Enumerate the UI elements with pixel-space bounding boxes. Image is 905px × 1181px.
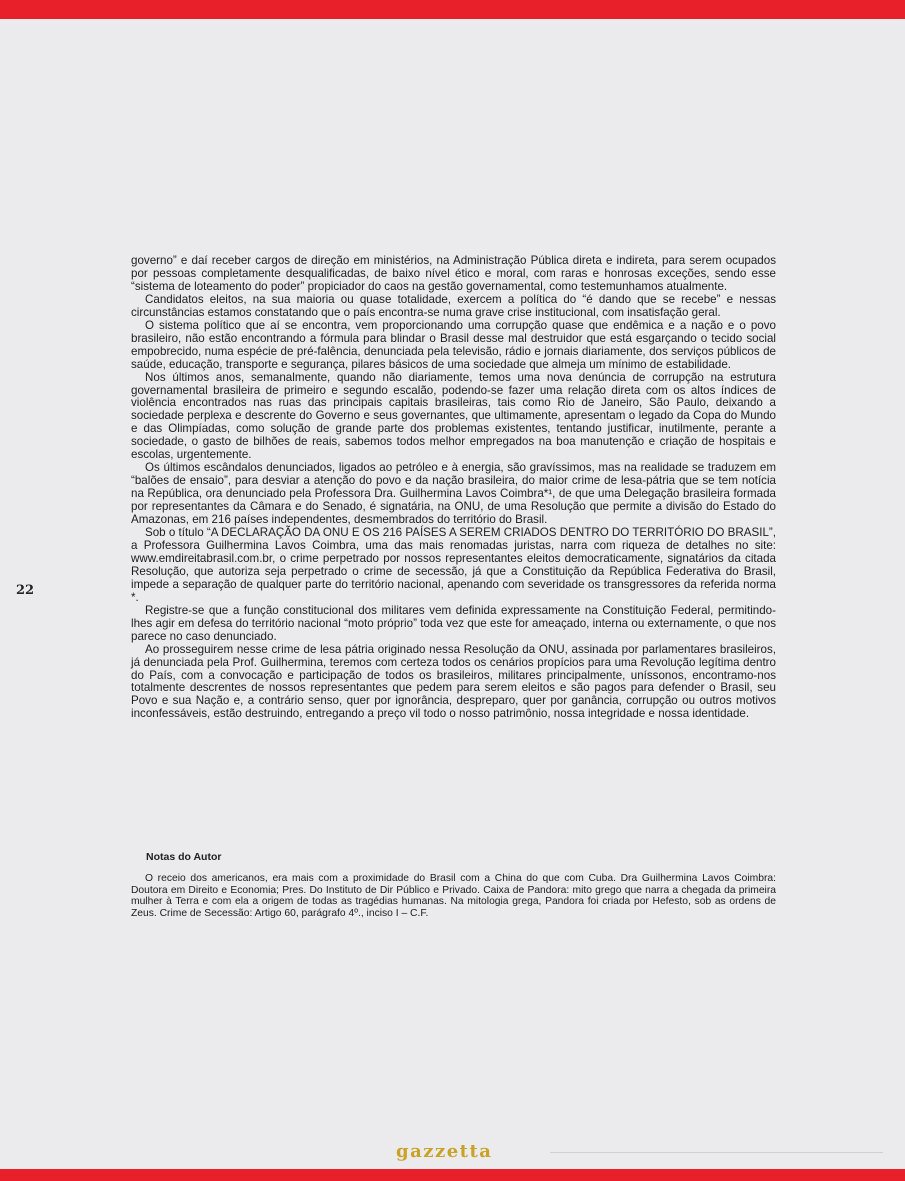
- top-red-bar: [0, 0, 905, 19]
- article-paragraph: Sob o título “A DECLARAÇÃO DA ONU E OS 216 PAÍSES A SEREM CRIADOS DENTRO DO TERRITÓRIO DO BRASIL”, a Professora Guilhermina Lavos Coimbra, uma das mais renomadas juristas, narra com riqueza de detalhes no site: www.emdireitabrasil.com.br, o crime perpetrado por nossos representantes eleitos democraticamente, signatários da citada Resolução, que autoriza seja perpetrado o crime de secessão, já que a Constituição da República Federativa do Brasil, impede a separação de qualquer parte do território nacional, apenando com severidade os transgressores da referida norma *.: [131, 526, 776, 604]
- article-paragraph: O sistema político que aí se encontra, vem proporcionando uma corrupção quase que endêmica e a nação e o povo brasileiro, não estão encontrando a fórmula para blindar o Brasil desse mal destruidor que está esgarçando o tecido social empobrecido, numa espécie de pré-falência, denunciada pela televisão, rádio e jornais diariamente, dos serviços públicos de saúde, educação, transporte e segurança, pilares básicos de uma sociedade que almeja um mínimo de estabilidade.: [131, 318, 776, 371]
- notes-title: Notas do Autor: [146, 851, 222, 863]
- article-paragraph: Nos últimos anos, semanalmente, quando não diariamente, temos uma nova denúncia de corrupção na estrutura governamental brasileira de primeiro e segundo escalão, podendo-se fazer uma relação direta com os altos índices de violência encontrados nas ruas das principais capitais brasileiras, tais como Rio de Janeiro, São Paulo, deixando a sociedade perplexa e descrente do Governo e seus governantes, que ultimamente, apresentam o legado da Copa do Mundo e das Olimpíadas, como solução de grande parte dos problemas existentes, tentando justificar, inutilmente, perante a sociedade, o gasto de bilhões de reais, sabemos todos melhor empregados na boa manutenção e criação de hospitais e escolas, urgentemente.: [131, 370, 776, 462]
- footer-divider: [550, 1152, 883, 1153]
- bottom-red-bar: [0, 1169, 905, 1181]
- notes-body: [131, 873, 776, 919]
- gazzetta-logo: gazzetta: [396, 1141, 493, 1162]
- article-paragraph: governo” e daí receber cargos de direção em ministérios, na Administração Pública direta e indireta, para serem ocupados por pessoas completamente desqualificadas, de baixo nível ético e moral, com raras e honrosas exceções, sendo esse “sistema de loteamento do poder” propiciador do caos na gestão governamental, como testemunhamos atualmente.: [131, 254, 776, 293]
- article-paragraph: Registre-se que a função constitucional dos militares vem definida expressamente na Constituição Federal, permitindo-lhes agir em defesa do território nacional “moto próprio” toda vez que este for ameaçado, interna ou externamente, o que nos parece no caso denunciado.: [131, 603, 776, 643]
- notes-paragraph: O receio dos americanos, era mais com a proximidade do Brasil com a China do que com Cuba. Dra Guilhermina Lavos Coimbra: Doutora em Direito e Economia; Pres. Do Instituto de Dir Público e Privado. Caixa de Pandora: mito grego que narra a chegada da primeira mulher à Terra e com ela a origem de todas as tragédias humanas. Na mitologia grega, Pandora foi criada por Hefesto, sob as ordens de Zeus. Crime de Secessão: Artigo 60, parágrafo 4º., inciso I – C.F.: [131, 873, 776, 919]
- article-paragraph: Candidatos eleitos, na sua maioria ou quase totalidade, exercem a política do “é dando que se recebe” e nessas circunstâncias estamos constatando que o país encontra-se numa grave crise institucional, com insatisfação geral.: [131, 292, 776, 319]
- page-number: 22: [16, 583, 35, 598]
- article-paragraph: Ao prosseguirem nesse crime de lesa pátria originado nessa Resolução da ONU, assinada por parlamentares brasileiros, já denunciada pela Prof. Guilhermina, teremos com certeza todos os cenários propícios para uma Revolução legítima dentro do País, com a convocação e participação de todos os brasileiros, militares principalmente, uníssonos, encontramo-nos totalmente descrentes de nossos representantes que pedem para serem eleitos e são pagos para defender o Brasil, seu Povo e sua Nação e, a contrário senso, quer por ignorância, despreparo, quer por ganância, corrupção ou outros motivos inconfessáveis, estão destruindo, entregando a preço vil todo o nosso patrimônio, nossa integridade e nossa identidade.: [131, 642, 776, 721]
- article-paragraph: Os últimos escândalos denunciados, ligados ao petróleo e à energia, são gravíssimos, mas na realidade se traduzem em “balões de ensaio”, para desviar a atenção do povo e da nação brasileira, do maior crime de lesa-pátria que se tem notícia na República, ora denunciado pela Professora Dra. Guilhermina Lavos Coimbra*¹, de que uma Delegação brasileira formada por representantes da Câmara e do Senado, é signatária, na ONU, de uma Resolução que permite a divisão do Estado do Amazonas, em 216 países independentes, desmembrados do território do Brasil.: [131, 461, 776, 527]
- article-body: [131, 255, 776, 721]
